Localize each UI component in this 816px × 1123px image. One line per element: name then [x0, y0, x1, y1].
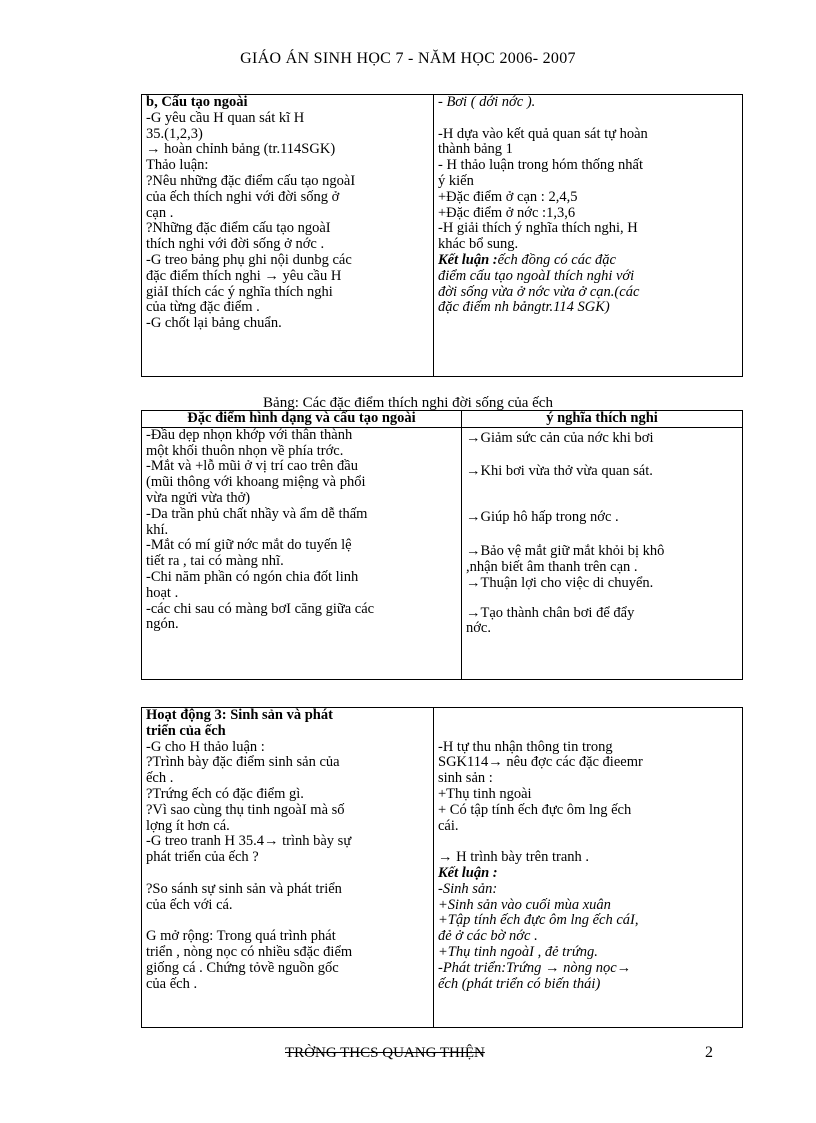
meaning-item: ,nhận biết âm thanh trên cạn . — [466, 558, 638, 575]
feature-line: -Mắt và +lỗ mũi ở vị trí cao trên đầu — [146, 458, 358, 475]
right-line: -H giải thích ý nghĩa thích nghi, H — [438, 220, 638, 237]
left-line: ?Những đặc điểm cấu tạo ngoàI — [146, 220, 331, 237]
conclusion-text: ếch (phát triển có biến thái) — [438, 975, 601, 992]
left-line: của từng đặc điểm . — [146, 299, 260, 316]
right-line: - H thảo luận trong hóm thống nhất — [438, 157, 643, 174]
spacer — [438, 708, 738, 724]
feature-line: -các chi sau có màng bơI căng giữa các — [146, 600, 375, 617]
left-line: giảI thích các ý nghĩa thích nghi — [146, 283, 333, 300]
left-line: 35.(1,2,3) — [146, 125, 203, 142]
adaptation-table — [141, 410, 743, 680]
left-line: triển , nòng nọc có nhiều sđặc điểm — [146, 943, 353, 960]
feature-line: (mũi thông với khoang miệng và phổi — [146, 474, 366, 491]
features-cell — [142, 427, 462, 679]
conclusion-label: Kết luận : — [438, 251, 498, 268]
table-caption: Bảng: Các đặc điểm thích nghi đời sống của ếch — [263, 395, 553, 411]
left-line: của ếch thích nghi với đời sống ở — [146, 188, 340, 205]
right-line: + Có tập tính ếch đực ôm lng ếch — [438, 801, 632, 818]
table-header-features: Đặc điểm hình dạng và cấu tạo ngoài — [142, 411, 462, 428]
feature-line: -Đầu dẹp nhọn khớp với thân thành — [146, 426, 353, 443]
right-line: cái. — [438, 817, 459, 834]
school-footer: TRỜNG THCS QUANG THIỆN — [285, 1045, 485, 1061]
left-line: ?Vì sao cùng thụ tinh ngoàI mà số — [146, 801, 345, 818]
left-line: thích nghi với đời sống ở nớc . — [146, 236, 325, 253]
right-line: SGK114→ nêu đợc các đặc đieemr — [438, 754, 643, 771]
left-line: giống cá . Chứng tỏvề nguồn gốc — [146, 959, 339, 976]
feature-line: -Chi năm phần có ngón chia đốt linh — [146, 568, 359, 585]
conclusion-text: điểm cấu tạo ngoàI thích nghi với — [438, 267, 635, 284]
left-line: -G treo tranh H 35.4→ trình bày sự — [146, 833, 352, 850]
right-line: +Thụ tinh ngoài — [438, 785, 532, 802]
activity-title: triển của ếch — [146, 722, 226, 739]
meaning-cell — [462, 427, 743, 679]
conclusion-text: đẻ ở các bờ nớc . — [438, 928, 538, 945]
left-line: phát triển của ếch ? — [146, 849, 259, 866]
left-line: -G chốt lại bảng chuẩn. — [146, 315, 282, 332]
spacer — [146, 866, 429, 882]
right-line: - Bơi ( dới nớc ). — [438, 94, 536, 110]
section1-right-cell — [434, 95, 743, 377]
page-number: 2 — [705, 1044, 713, 1061]
feature-line: một khối thuôn nhọn về phía trớc. — [146, 442, 344, 459]
left-line: của ếch với cá. — [146, 896, 233, 913]
meaning-item: →Bảo vệ mắt giữ mắt khỏi bị khô — [466, 543, 665, 560]
activity-title: Hoạt động 3: Sinh sản và phát — [146, 707, 333, 723]
feature-line: ngón. — [146, 616, 179, 633]
left-line: ?So sánh sự sinh sản và phát triển — [146, 880, 342, 897]
conclusion-text: -Sinh sản: — [438, 880, 498, 897]
spacer — [438, 724, 738, 740]
right-line: khác bổ sung. — [438, 236, 519, 253]
meaning-item: nớc. — [466, 620, 491, 637]
left-line: của ếch . — [146, 975, 198, 992]
right-line: +Đặc điểm ở cạn : 2,4,5 — [438, 188, 578, 205]
left-line: ?Nêu những đặc điểm cấu tạo ngoàI — [146, 172, 356, 189]
feature-line: -Da trần phủ chất nhầy và ẩm dễ thấm — [146, 505, 368, 522]
conclusion-text: đặc điểm nh bảngtr.114 SGK) — [438, 299, 610, 316]
left-line: ếch . — [146, 770, 174, 787]
right-line: +Đặc điểm ở nớc :1,3,6 — [438, 204, 576, 221]
conclusion-text: +Sinh sản vào cuối mùa xuân — [438, 896, 611, 913]
spacer — [438, 111, 738, 127]
subsection-title: b, Cấu tạo ngoài — [146, 94, 248, 110]
left-line: G mở rộng: Trong quá trình phát — [146, 928, 336, 945]
conclusion-text: +Thụ tinh ngoàI , đẻ trứng. — [438, 943, 598, 960]
feature-line: vừa ngửi vừa thở) — [146, 489, 251, 506]
left-line: -G cho H thảo luận : — [146, 738, 265, 755]
left-line: ?Trứng ếch có đặc điểm gì. — [146, 785, 304, 802]
left-line: cạn . — [146, 204, 174, 221]
spacer — [146, 913, 429, 929]
right-line: ý kiến — [438, 172, 474, 189]
feature-line: hoạt . — [146, 584, 179, 601]
right-line: -H dựa vào kết quả quan sát tự hoàn — [438, 125, 648, 142]
left-line: -G yêu cầu H quan sát kĩ H — [146, 109, 305, 126]
right-line: sinh sản : — [438, 770, 493, 787]
section3-table — [141, 707, 743, 1028]
meaning-item: →Giảm sức cản của nớc khi bơi — [466, 429, 654, 446]
feature-line: -Mắt có mí giữ nớc mắt do tuyến lệ — [146, 537, 352, 554]
meaning-item: →Tạo thành chân bơi để đẩy — [466, 604, 635, 621]
section1-table — [141, 94, 743, 377]
right-line: thành bảng 1 — [438, 141, 513, 158]
spacer — [438, 834, 738, 850]
section3-right-cell — [434, 708, 743, 1028]
conclusion-text: ếch đồng có các đặc — [497, 251, 616, 268]
left-line: ?Trình bày đặc điểm sinh sản của — [146, 754, 340, 771]
feature-line: khí. — [146, 521, 169, 538]
section3-left-cell — [142, 708, 434, 1028]
left-line: lợng ít hơn cá. — [146, 817, 230, 834]
conclusion-label: Kết luận : — [438, 864, 498, 881]
left-line: Thảo luận: — [146, 157, 209, 174]
page-header: GIÁO ÁN SINH HỌC 7 - NĂM HỌC 2006- 2007 — [240, 50, 576, 67]
meaning-item: →Giúp hô hấp trong nớc . — [466, 509, 619, 526]
table-header-meaning: ý nghĩa thích nghi — [462, 411, 743, 428]
left-line: đặc điểm thích nghi → yêu cầu H — [146, 267, 342, 284]
conclusion-text: +Tập tính ếch đực ôm lng ếch cáI, — [438, 912, 639, 929]
meaning-item: →Thuận lợi cho việc di chuyển. — [466, 574, 654, 591]
conclusion-text: -Phát triển:Trứng → nòng nọc→ — [438, 959, 632, 976]
meaning-item: →Khi bơi vừa thở vừa quan sát. — [466, 462, 653, 479]
conclusion-text: đời sống vừa ở nớc vừa ở cạn.(các — [438, 283, 640, 300]
right-line: -H tự thu nhận thông tin trong — [438, 738, 613, 755]
right-line: → H trình bày trên tranh . — [438, 849, 590, 866]
section1-left-cell — [142, 95, 434, 377]
feature-line: tiết ra , tai có màng nhĩ. — [146, 553, 284, 570]
left-line: -G treo bảng phụ ghi nội dunbg các — [146, 251, 352, 268]
left-line: → hoàn chỉnh bảng (tr.114SGK) — [146, 141, 336, 158]
